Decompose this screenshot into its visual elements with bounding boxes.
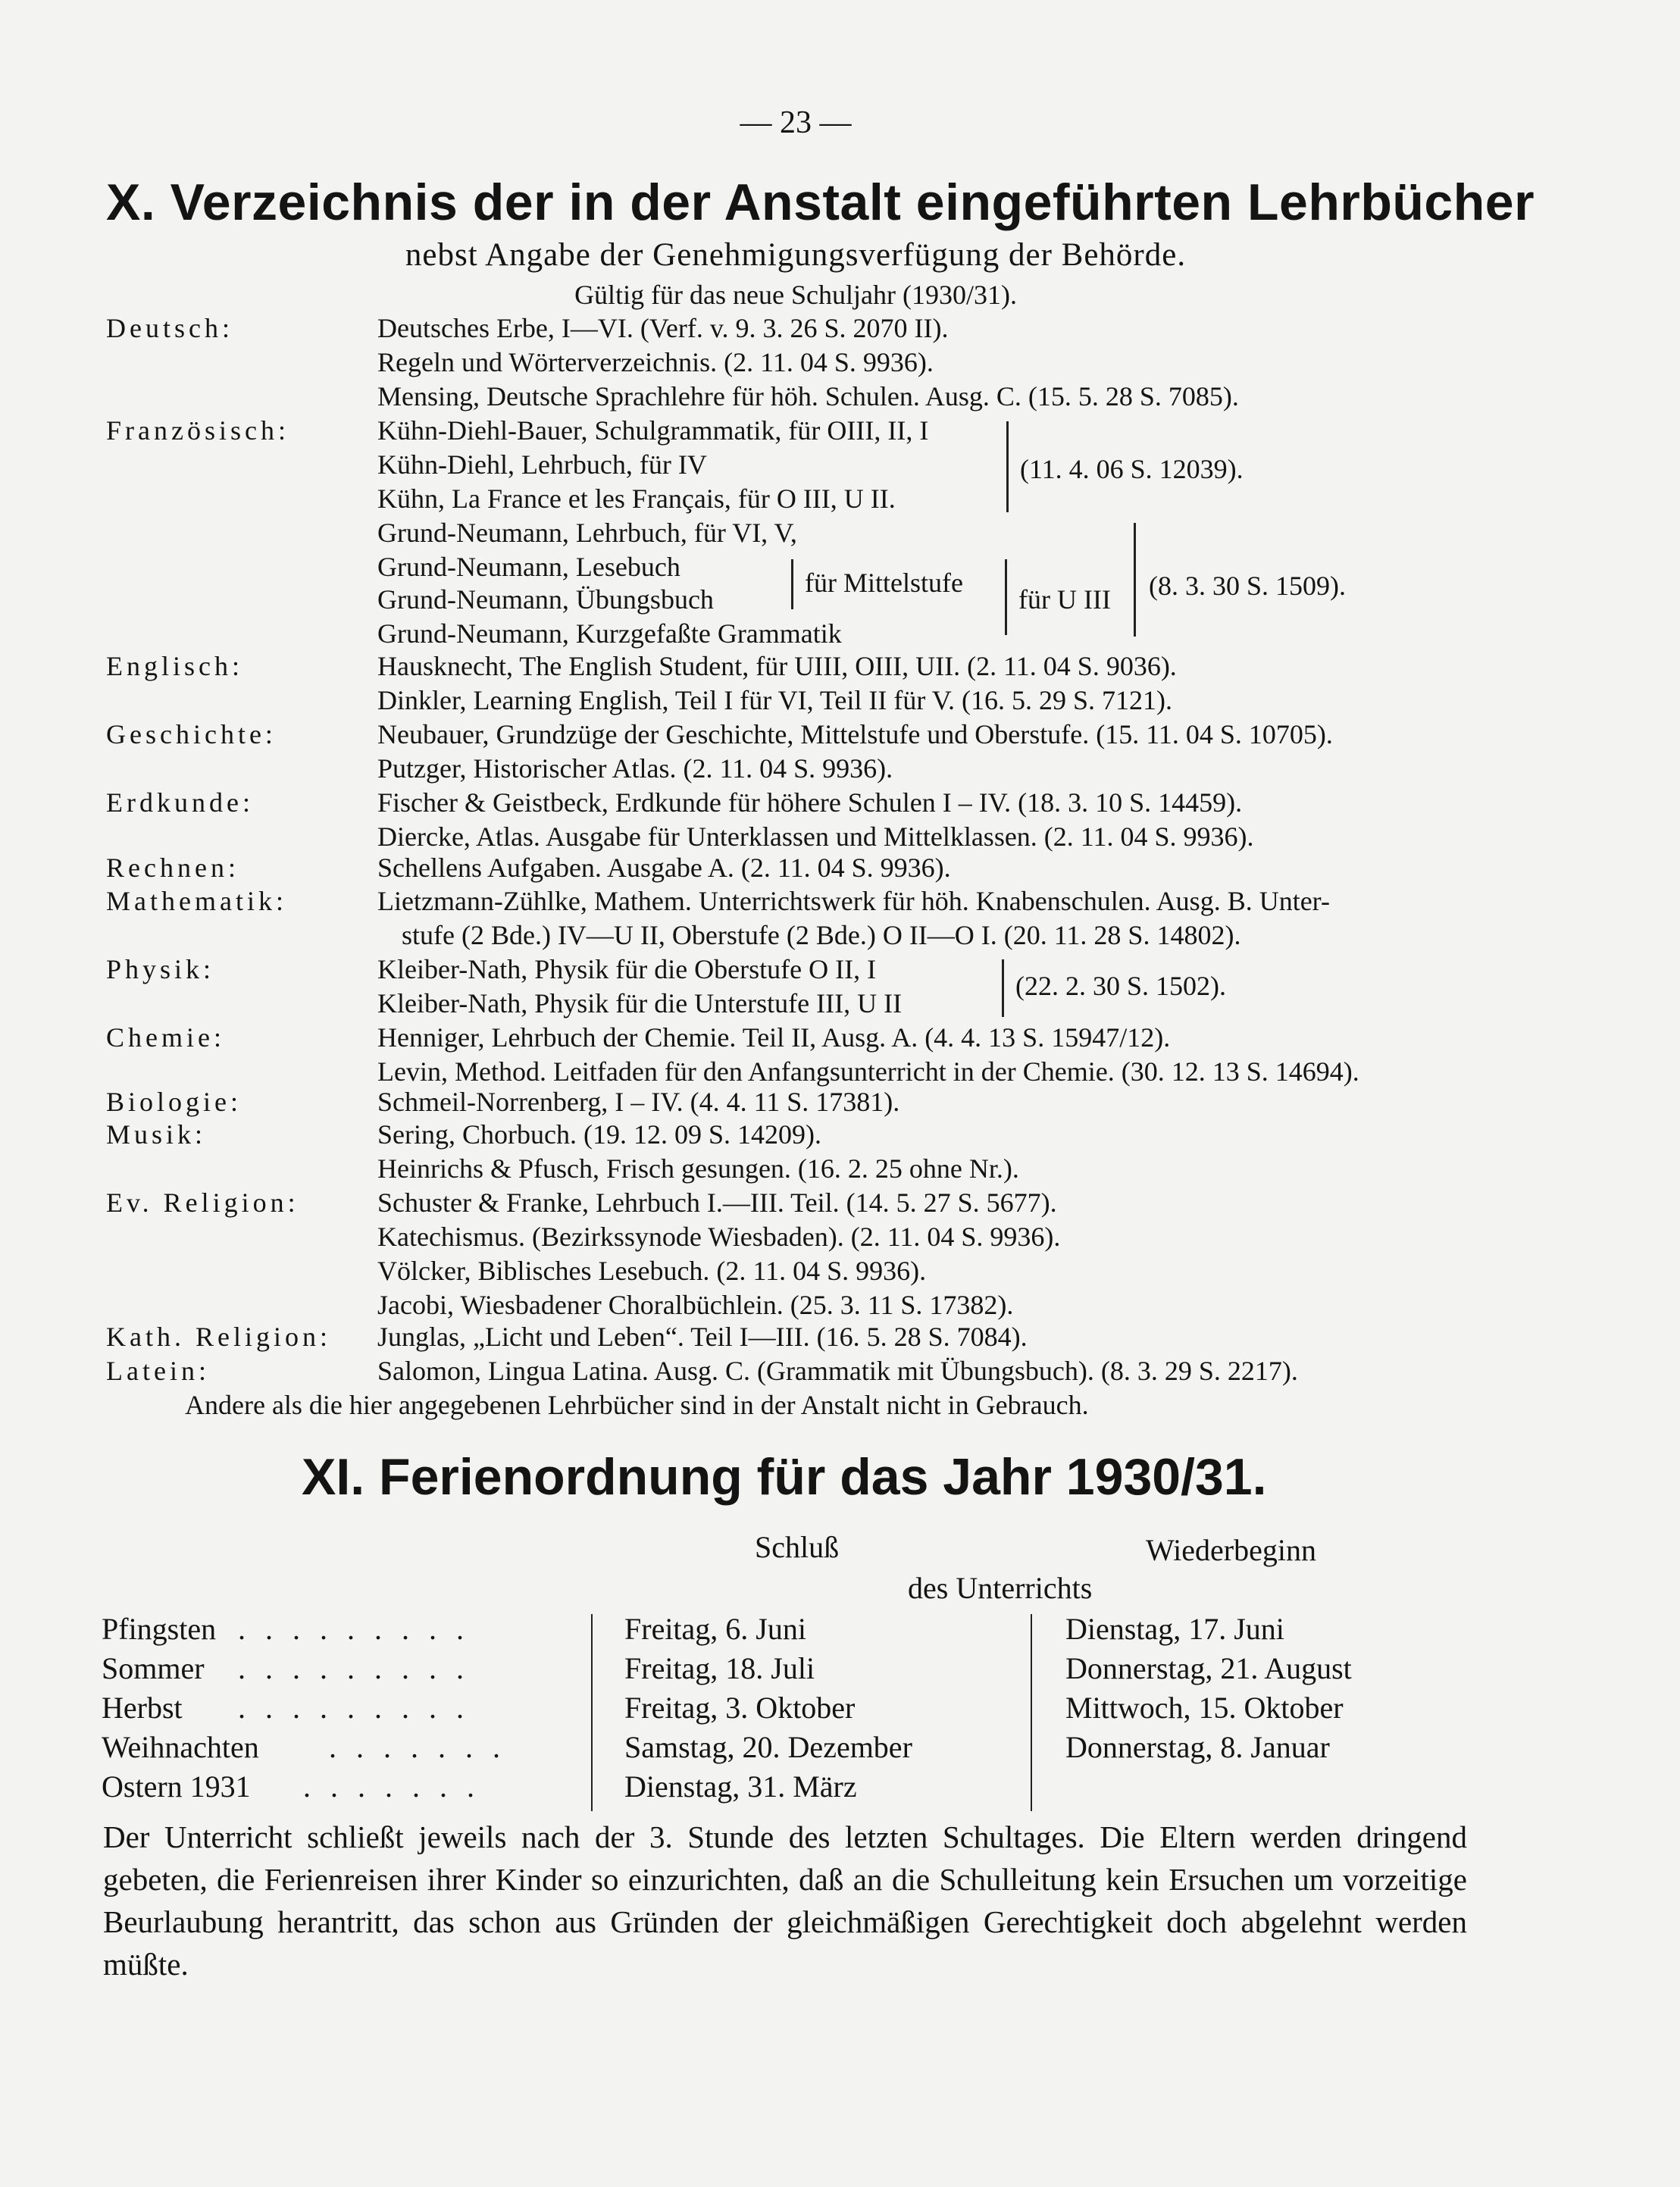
holiday-end: Freitag, 3. Oktober (624, 1691, 856, 1725)
subject-label: Erdkunde: (106, 787, 254, 818)
textbook-line: Levin, Method. Leitfaden für den Anfangsunterricht in der Chemie. (30. 12. 13 S. 14694). (377, 1056, 1359, 1087)
column-header-schluss: Schluß (755, 1530, 840, 1564)
holiday-start: Dienstag, 17. Juni (1065, 1612, 1284, 1646)
group-brace (1006, 421, 1009, 512)
subject-label: Rechnen: (106, 853, 239, 883)
group-brace (791, 559, 793, 609)
section-xi-title: XI. Ferienordnung für das Jahr 1930/31. (302, 1448, 1267, 1506)
textbook-line: Katechismus. (Bezirkssynode Wiesbaden). (2. 11. 04 S. 9936). (377, 1222, 1061, 1252)
group-reference: (8. 3. 30 S. 1509). (1149, 571, 1346, 601)
textbook-line: Sering, Chorbuch. (19. 12. 09 S. 14209). (377, 1119, 821, 1150)
leader-dots: . . . . . . . . . (238, 1651, 470, 1685)
textbook-line: Grund-Neumann, Übungsbuch (377, 584, 714, 615)
holiday-name: Pfingsten (102, 1612, 217, 1646)
group-reference: (11. 4. 06 S. 12039). (1020, 454, 1244, 484)
textbook-line: Lietzmann-Zühlke, Mathem. Unterrichtswerk für höh. Knabenschulen. Ausg. B. Unter- (377, 886, 1330, 916)
subject-label: Kath. Religion: (106, 1322, 331, 1352)
textbook-line: Neubauer, Grundzüge der Geschichte, Mittelstufe und Oberstufe. (15. 11. 04 S. 10705). (377, 719, 1333, 749)
holiday-end: Samstag, 20. Dezember (624, 1730, 912, 1764)
group-brace (1005, 559, 1007, 635)
textbook-line: Grund-Neumann, Lehrbuch, für VI, V, (377, 518, 797, 548)
subject-label: Latein: (106, 1356, 210, 1386)
textbook-line: Fischer & Geistbeck, Erdkunde für höhere Schulen I – IV. (18. 3. 10 S. 14459). (377, 787, 1243, 818)
textbook-line: Kleiber-Nath, Physik für die Unterstufe III, U II (377, 988, 903, 1018)
textbook-line: Hausknecht, The English Student, für UIII, OIII, UII. (2. 11. 04 S. 9036). (377, 651, 1177, 681)
holiday-start: Donnerstag, 8. Januar (1065, 1730, 1330, 1764)
group-reference: (22. 2. 30 S. 1502). (1015, 971, 1226, 1001)
textbook-line: Regeln und Wörterverzeichnis. (2. 11. 04 S. 9936). (377, 347, 934, 377)
subject-label: Französisch: (106, 415, 289, 446)
textbook-line: Jacobi, Wiesbadener Choralbüchlein. (25. 3. 11 S. 17382). (377, 1290, 1014, 1320)
leader-dots: . . . . . . . . . (238, 1612, 470, 1646)
section-x-validity: Gültig für das neue Schuljahr (1930/31). (574, 280, 1017, 310)
column-header-wiederbeginn: Wiederbeginn (1146, 1533, 1316, 1567)
section-x-subtitle: nebst Angabe der Genehmigungsverfügung der Behörde. (405, 237, 1187, 273)
textbook-line: Junglas, „Licht und Leben“. Teil I—III. (16. 5. 28 S. 7084). (377, 1322, 1028, 1352)
group-label-mittelstufe: für Mittelstufe (805, 568, 963, 598)
holiday-end: Freitag, 6. Juni (624, 1612, 806, 1646)
subject-label: Physik: (106, 954, 215, 984)
subject-label: Ev. Religion: (106, 1187, 299, 1218)
textbook-line: Grund-Neumann, Lesebuch (377, 552, 680, 582)
column-separator (591, 1614, 593, 1811)
holiday-end: Dienstag, 31. März (624, 1769, 857, 1804)
textbook-line: Schmeil-Norrenberg, I – IV. (4. 4. 11 S. 17381). (377, 1087, 900, 1117)
group-brace (1134, 523, 1136, 637)
holiday-end: Freitag, 18. Juli (624, 1651, 815, 1685)
holiday-start: Mittwoch, 15. Oktober (1065, 1691, 1344, 1725)
textbook-line: Putzger, Historischer Atlas. (2. 11. 04 S. 9936). (377, 753, 893, 784)
textbook-line: Mensing, Deutsche Sprachlehre für höh. Schulen. Ausg. C. (15. 5. 28 S. 7085). (377, 381, 1239, 411)
subject-label: Chemie: (106, 1022, 225, 1053)
textbook-line: Kühn, La France et les Français, für O III, U II. (377, 483, 896, 514)
textbook-line: Schellens Aufgaben. Ausgabe A. (2. 11. 04 S. 9936). (377, 853, 951, 883)
group-label-uiii: für U III (1018, 584, 1111, 615)
closing-note: Andere als die hier angegebenen Lehrbücher sind in der Anstalt nicht in Gebrauch. (185, 1390, 1089, 1420)
column-header-common: des Unterrichts (908, 1571, 1093, 1605)
textbook-line: Kühn-Diehl-Bauer, Schulgrammatik, für OIII, II, I (377, 415, 929, 446)
closing-paragraph: Der Unterricht schließt jeweils nach der 3. Stunde des letzten Schultages. Die Eltern werden dringend gebeten, die Ferienreisen ihrer Kinder so einzurichten, daß an die Schulleitung kein Ersuchen um vorzeitige Beurlaubung herantritt, das schon aus Gründen der gleichmäßigen Gerechtigkeit doch abgelehnt werden müßte. (103, 1819, 1467, 1982)
textbook-line: stufe (2 Bde.) IV—U II, Oberstufe (2 Bde.) O II—O I. (20. 11. 28 S. 14802). (402, 920, 1241, 950)
page-number: — 23 — (740, 105, 852, 140)
textbook-line: Henniger, Lehrbuch der Chemie. Teil II, Ausg. A. (4. 4. 13 S. 15947/12). (377, 1022, 1171, 1053)
subject-label: Mathematik: (106, 886, 287, 916)
group-brace (1002, 959, 1004, 1017)
leader-dots: . . . . . . . . . (238, 1691, 470, 1725)
holiday-name: Ostern 1931 (102, 1769, 251, 1804)
subject-label: Geschichte: (106, 719, 277, 749)
subject-label: Englisch: (106, 651, 243, 681)
textbook-line: Salomon, Lingua Latina. Ausg. C. (Grammatik mit Übungsbuch). (8. 3. 29 S. 2217). (377, 1356, 1298, 1386)
textbook-line: Dinkler, Learning English, Teil I für VI, Teil II für V. (16. 5. 29 S. 7121). (377, 685, 1173, 715)
textbook-line: Völcker, Biblisches Lesebuch. (2. 11. 04 S. 9936). (377, 1256, 927, 1286)
holiday-name: Sommer (102, 1651, 205, 1685)
textbook-line: Schuster & Franke, Lehrbuch I.—III. Teil. (14. 5. 27 S. 5677). (377, 1187, 1057, 1218)
leader-dots: . . . . . . . (303, 1769, 480, 1804)
leader-dots: . . . . . . . (329, 1730, 506, 1764)
textbook-line: Kleiber-Nath, Physik für die Oberstufe O II, I (377, 954, 877, 984)
textbook-line: Diercke, Atlas. Ausgabe für Unterklassen und Mittelklassen. (2. 11. 04 S. 9936). (377, 821, 1254, 852)
holiday-name: Herbst (102, 1691, 183, 1725)
subject-label: Biologie: (106, 1087, 242, 1117)
subject-label: Musik: (106, 1119, 207, 1150)
section-x-title: X. Verzeichnis der in der Anstalt eingeführten Lehrbücher (106, 174, 1535, 231)
holiday-name: Weihnachten (102, 1730, 259, 1764)
column-separator (1031, 1614, 1032, 1811)
textbook-line: Kühn-Diehl, Lehrbuch, für IV (377, 449, 707, 480)
textbook-line: Grund-Neumann, Kurzgefaßte Grammatik (377, 618, 842, 649)
holiday-start: Donnerstag, 21. August (1065, 1651, 1352, 1685)
textbook-line: Heinrichs & Pfusch, Frisch gesungen. (16. 2. 25 ohne Nr.). (377, 1153, 1019, 1184)
subject-label: Deutsch: (106, 313, 233, 343)
textbook-line: Deutsches Erbe, I—VI. (Verf. v. 9. 3. 26 S. 2070 II). (377, 313, 949, 343)
